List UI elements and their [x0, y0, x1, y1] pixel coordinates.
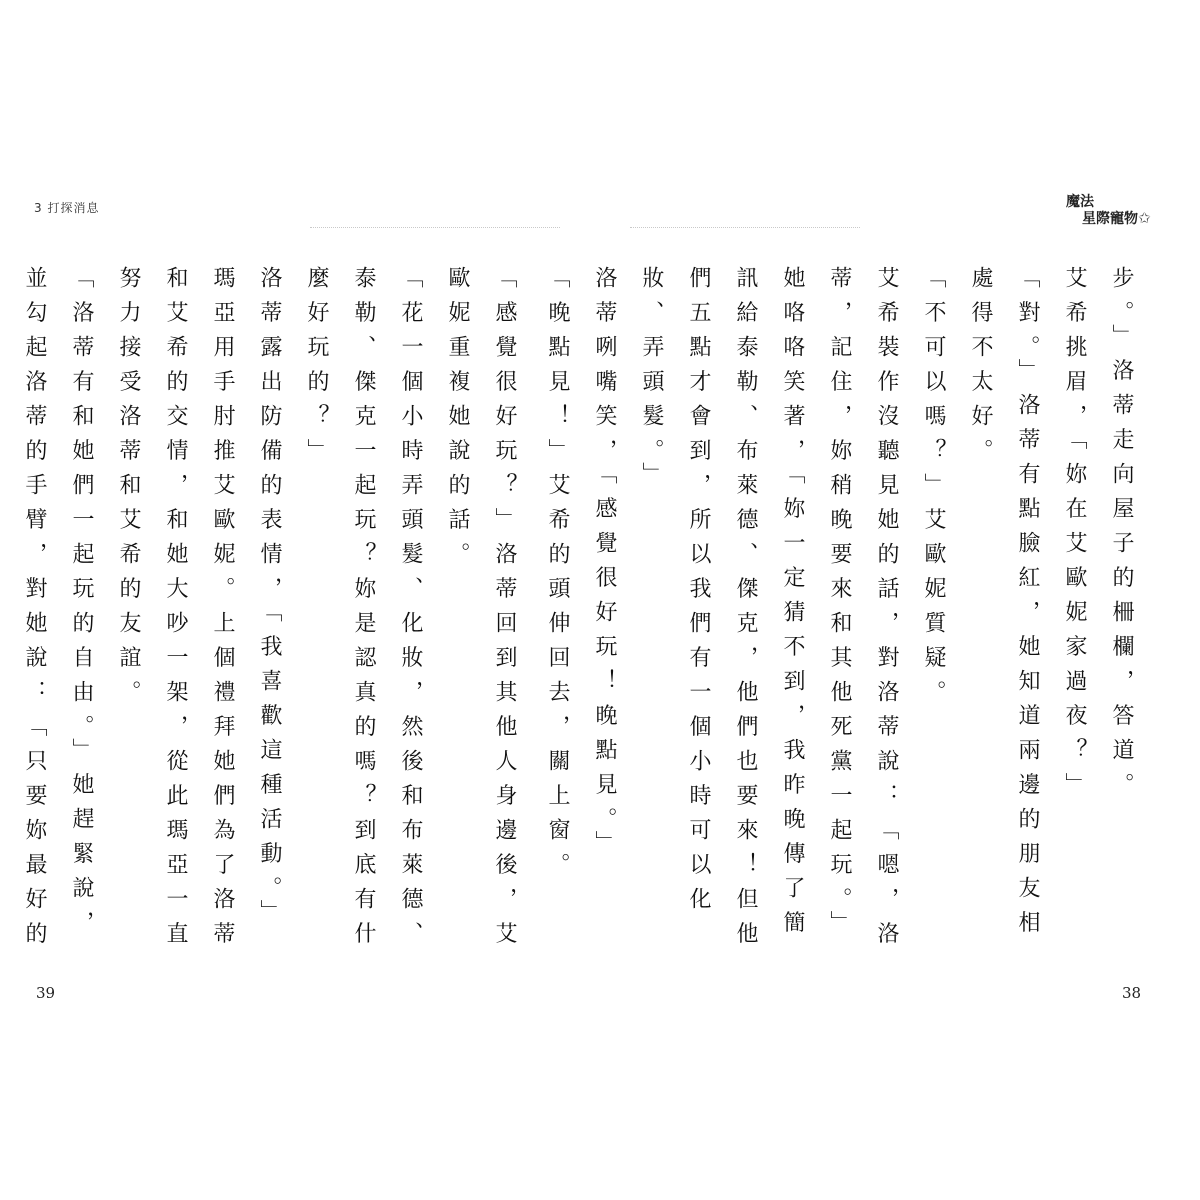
page-number: 39	[36, 984, 56, 1002]
paragraph: 洛蒂露出防備的表情，「我喜歡這種活動。」	[257, 266, 282, 934]
chapter-header: 3 打探消息	[34, 201, 100, 215]
paragraph: 「花一個小時弄頭髮、化妝，然後和布萊德、泰勒、傑克一起玩？妳是認真的嗎？到底有什麼好玩的？」	[304, 266, 423, 956]
paragraph: 步。」洛蒂走向屋子的柵欄，答道。	[1109, 266, 1134, 807]
right-page	[545, 0, 1200, 1200]
series-title-line2: 星際寵物	[1082, 211, 1138, 227]
paragraph: 艾希挑眉，「妳在艾歐妮家過夜？」	[1062, 266, 1087, 807]
star-icon: ✩	[1138, 209, 1151, 227]
series-title-line1: 魔法	[1066, 194, 1094, 210]
paragraph: 「對。」洛蒂有點臉紅，她知道兩邊的朋友相處得不太好。	[968, 266, 1040, 945]
paragraph: 「感覺很好玩？」洛蒂回到其他人身邊後，艾歐妮重複她說的話。	[445, 266, 517, 956]
page-number: 38	[1122, 984, 1142, 1002]
paragraph: 「晚點見！」艾希的頭伸回去，關上窗。	[545, 266, 570, 887]
series-logo	[1066, 194, 1151, 227]
header-divider	[630, 227, 860, 228]
paragraph: 「洛蒂有和她們一起玩的自由。」她趕緊說，並勾起洛蒂的手臂，對她說：「只要妳最好的	[22, 266, 94, 956]
left-page-text	[22, 266, 528, 966]
header-divider	[310, 227, 560, 228]
paragraph: 瑪亞用手肘推艾歐妮。上個禮拜她們為了洛蒂和艾希的交情，和她大吵一架，從此瑪亞一直努力接受洛蒂和艾希的友誼。	[116, 266, 235, 956]
paragraph: 艾希裝作沒聽見她的話，對洛蒂說：「嗯，洛蒂，記住，妳稍晚要來和其他死黨一起玩。」她咯咯笑著，「妳一定猜不到，我昨晚傳了簡訊給泰勒、布萊德、傑克，他們也要來！但他們五點才會到，所以我們有一個小時可以化妝、弄頭髮。」	[639, 266, 899, 956]
paragraph: 洛蒂咧嘴笑，「感覺很好玩！晚點見。」	[592, 266, 617, 865]
right-page-text	[545, 266, 1145, 966]
paragraph: 「不可以嗎？」艾歐妮質疑。	[921, 266, 946, 715]
